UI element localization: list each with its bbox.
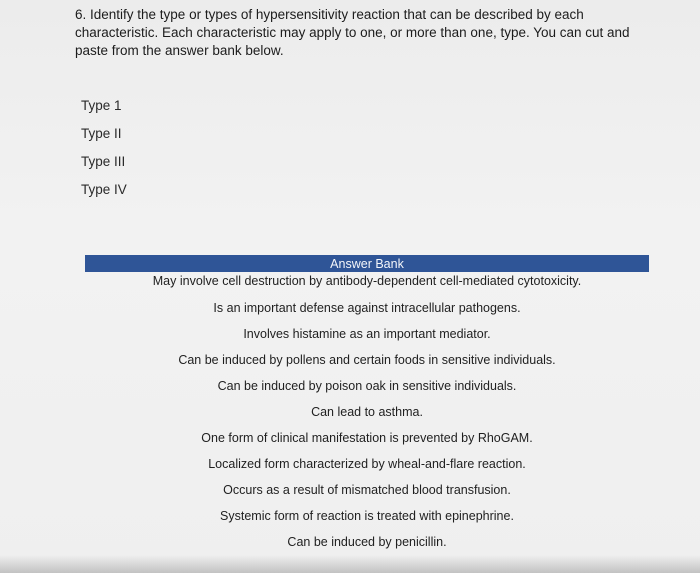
bottom-edge-shadow xyxy=(0,555,700,573)
question-text: 6. Identify the type or types of hypersensitivity reaction that can be described by each characteristic. Each characteristic may apply to one, or more than one, type. You can cut and paste from the answer bank below. xyxy=(75,7,630,58)
type-item-3[interactable]: Type III xyxy=(81,154,126,169)
answer-bank-list xyxy=(85,272,649,558)
answer-bank-item[interactable]: Can be induced by pollens and certain foods in sensitive individuals. xyxy=(178,353,556,367)
answer-bank-item[interactable]: Localized form characterized by wheal-and-flare reaction. xyxy=(208,457,526,471)
type-item-2[interactable]: Type II xyxy=(81,126,122,141)
answer-bank-item[interactable]: Involves histamine as an important mediator. xyxy=(243,327,491,341)
answer-bank-item[interactable]: Can be induced by poison oak in sensitive individuals. xyxy=(217,379,517,393)
answer-bank-item[interactable]: Occurs as a result of mismatched blood transfusion. xyxy=(223,483,511,497)
type-list xyxy=(81,96,201,208)
answer-bank-item[interactable]: Can lead to asthma. xyxy=(311,405,423,419)
type-item-4[interactable]: Type IV xyxy=(81,182,127,197)
answer-bank-item[interactable]: Is an important defense against intracellular pathogens. xyxy=(213,301,521,315)
answer-bank-item[interactable]: One form of clinical manifestation is prevented by RhoGAM. xyxy=(201,431,533,445)
answer-bank-item[interactable]: May involve cell destruction by antibody-dependent cell-mediated cytotoxicity. xyxy=(152,274,582,288)
answer-bank-title: Answer Bank xyxy=(85,255,649,272)
answer-bank-item[interactable]: Systemic form of reaction is treated with epinephrine. xyxy=(220,509,514,523)
answer-bank xyxy=(85,255,649,558)
type-item-1[interactable]: Type 1 xyxy=(81,98,122,113)
answer-bank-item[interactable]: Can be induced by penicillin. xyxy=(287,535,447,549)
